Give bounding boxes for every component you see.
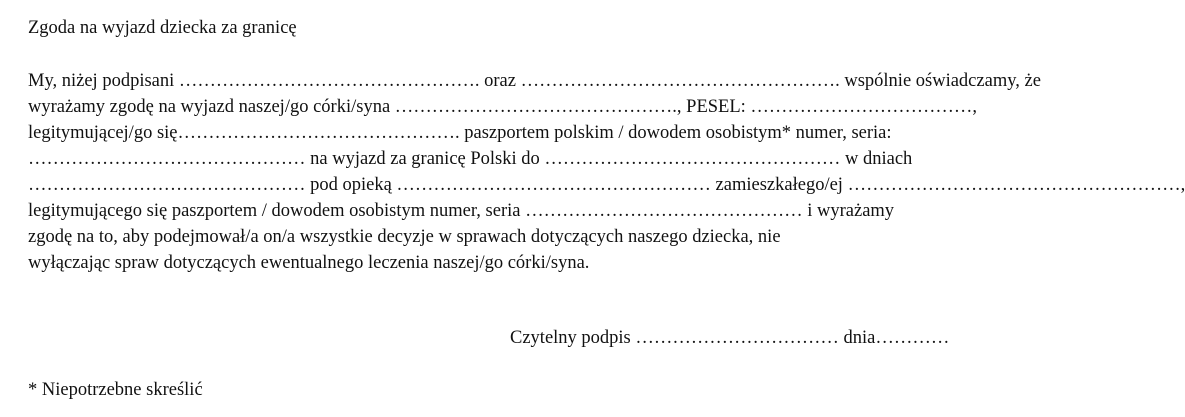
signature-line: Czytelny podpis …………………………… dnia………… <box>510 328 950 348</box>
body-line: ……………………………………… na wyjazd za granicę Polski do ………………………………………… w dniach <box>28 149 913 169</box>
body-line: wyrażamy zgodę na wyjazd naszej/go córki/syna ………………………………………., PESEL: ………………………………, <box>28 97 978 117</box>
document-title: Zgoda na wyjazd dziecka za granicę <box>28 18 297 38</box>
body-line: My, niżej podpisani …………………………………………. oraz ……………………………………………. wspólnie oświadczamy, że <box>28 71 1041 91</box>
body-line: ……………………………………… pod opieką …………………………………………… zamieszkałego/ej ………………………………………………, <box>28 175 1185 195</box>
body-line: legitymującej/go się………………………………………. paszportem polskim / dowodem osobistym* numer, seria: <box>28 123 892 143</box>
footnote: * Niepotrzebne skreślić <box>28 380 203 400</box>
body-line: legitymującego się paszportem / dowodem osobistym numer, seria ……………………………………… i wyrażamy <box>28 201 895 221</box>
body-line: wyłączając spraw dotyczących ewentualnego leczenia naszej/go córki/syna. <box>28 253 590 273</box>
body-line: zgodę na to, aby podejmował/a on/a wszystkie decyzje w sprawach dotyczących naszego dziecka, nie <box>28 227 781 247</box>
